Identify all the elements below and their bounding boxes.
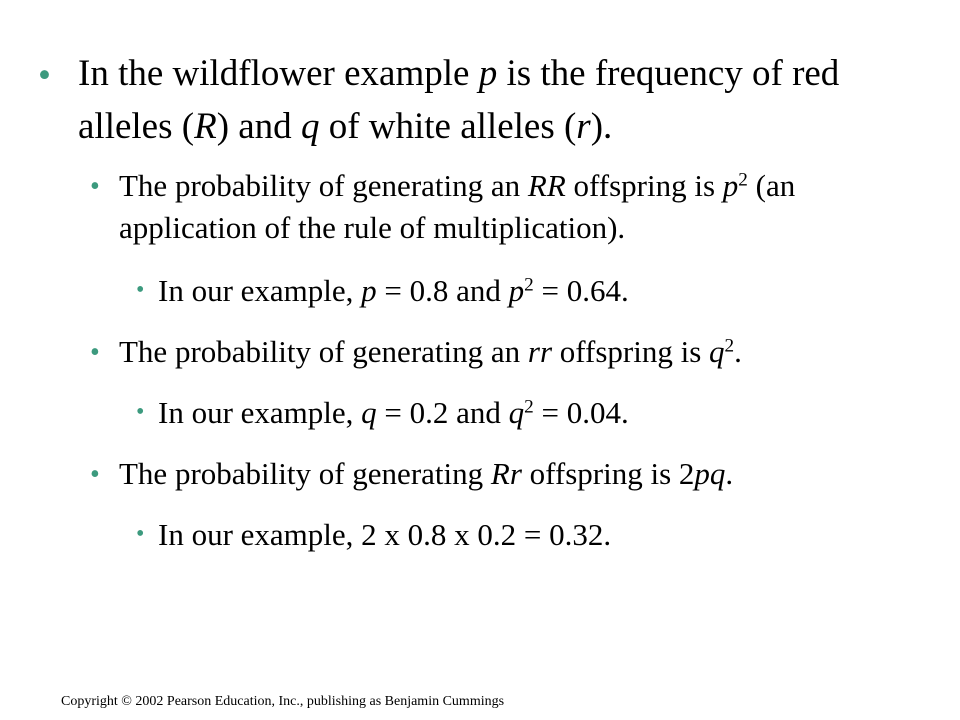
bullet-icon: • — [90, 459, 100, 490]
bullet-text-line: The probability of generating an rr offspring is $q^2$. — [119, 334, 742, 369]
bullet-text-line: In our example, p = 0.8 and $p^2 = 0.64$. — [158, 273, 629, 308]
bullet-icon: • — [38, 55, 51, 96]
bullet-text-line: application of the rule of multiplication). — [119, 210, 626, 245]
bullet-text-line: In the wildflower example p is the frequency of red — [78, 53, 840, 94]
bullet-text-line: The probability of generating Rr offspring is 2pq. — [119, 456, 734, 491]
bullet-text-line: In our example, q = 0.2 and $q^2 = 0.04$. — [158, 395, 629, 430]
bullet-text-line: The probability of generating an RR offspring is $p^2$ (an — [119, 168, 796, 203]
bullet-text-line: alleles (R) and q of white alleles (r). — [78, 106, 613, 147]
bullet-icon: • — [136, 399, 145, 425]
bullet-icon: • — [136, 521, 145, 547]
bullet-icon: • — [90, 171, 100, 202]
copyright-footer: Copyright © 2002 Pearson Education, Inc., publishing as Benjamin Cummings — [61, 694, 505, 709]
bullet-icon: • — [136, 277, 145, 303]
bullet-icon: • — [90, 337, 100, 368]
bullet-text-line: In our example, 2 x 0.8 x 0.2 = 0.32. — [158, 517, 612, 552]
